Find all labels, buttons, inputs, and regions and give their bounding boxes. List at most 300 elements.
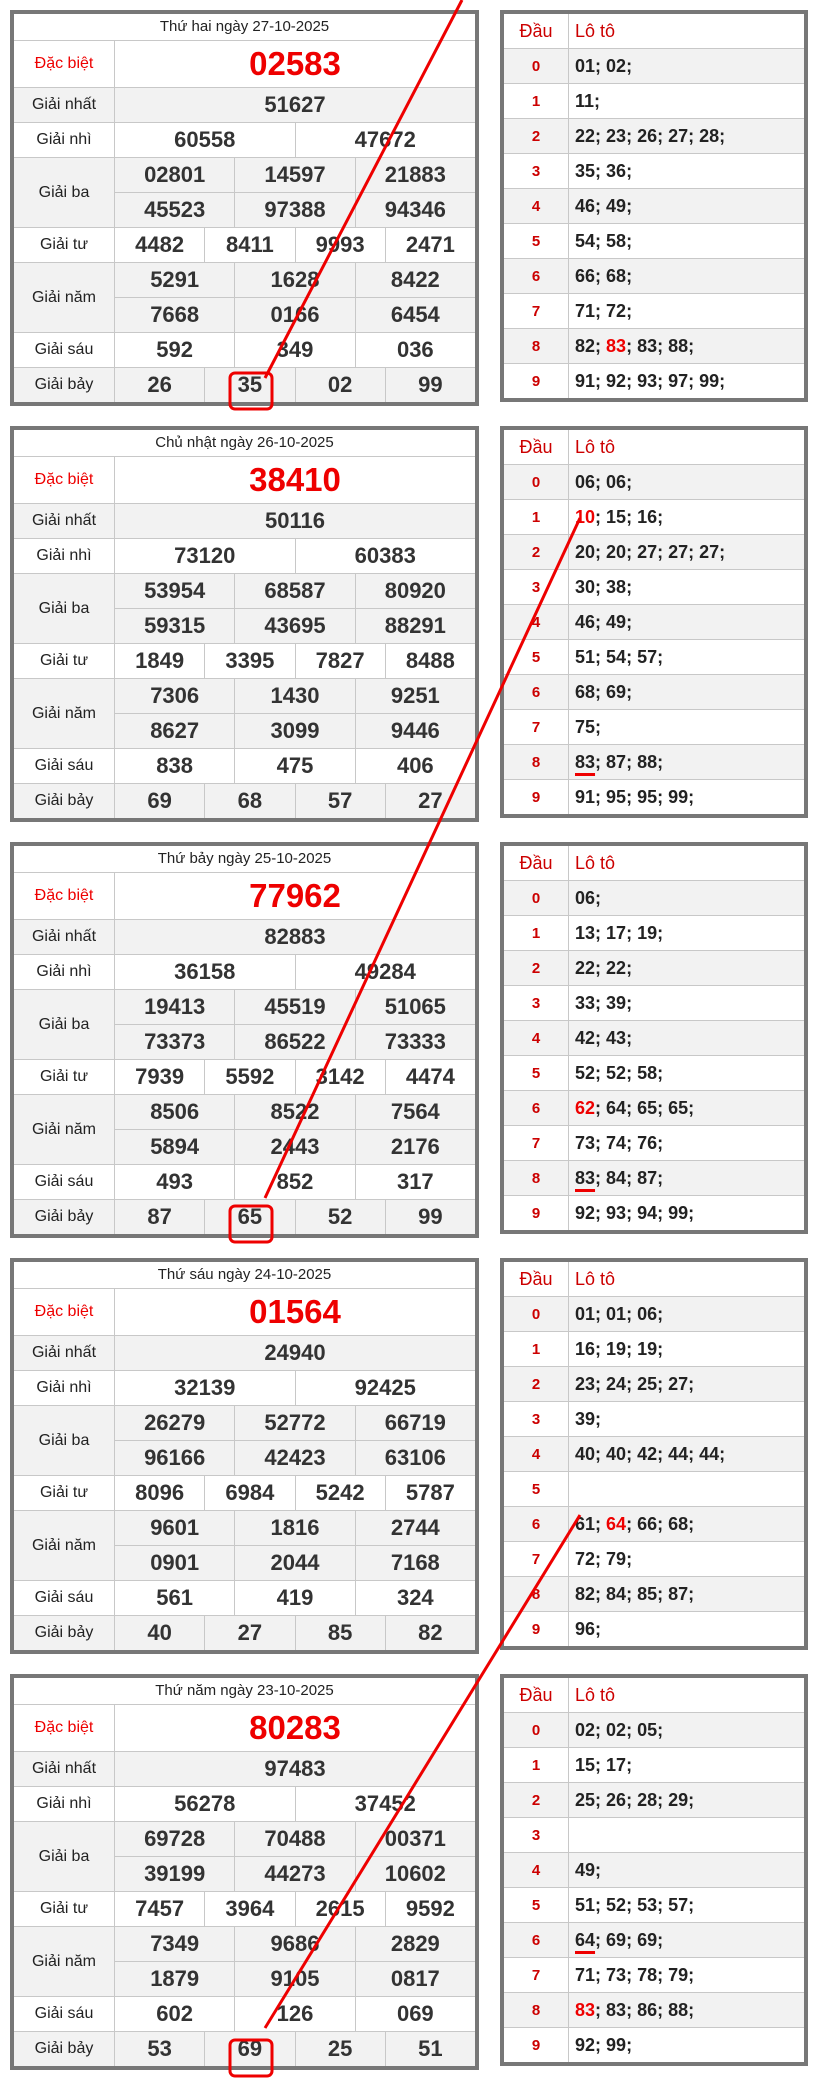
separator: ; (595, 1338, 607, 1359)
loto-row (504, 1091, 804, 1126)
prize-label: Giải ba (14, 1822, 115, 1891)
loto-number: 27 (668, 541, 689, 562)
loto-row (504, 364, 804, 398)
prize-number: 3395 (204, 644, 294, 678)
loto-number: 49 (606, 611, 627, 632)
loto-numbers (569, 1126, 804, 1160)
loto-number: 72 (575, 1548, 596, 1569)
prize-number: 126 (234, 1997, 354, 2031)
loto-number: 69 (606, 681, 627, 702)
loto-number: 84 (606, 1583, 627, 1604)
loto-numbers (569, 986, 804, 1020)
prize-number: 8522 (234, 1095, 354, 1129)
loto-numbers (569, 1958, 804, 1992)
prize-number: 49284 (295, 955, 476, 989)
separator: ; (626, 1999, 638, 2020)
separator: ; (657, 1097, 669, 1118)
separator: ; (595, 1132, 607, 1153)
loto-number: 26 (637, 125, 658, 146)
separator: ; (688, 1999, 695, 2020)
separator: ; (626, 230, 633, 251)
loto-number: 66 (575, 265, 596, 286)
separator: ; (595, 160, 607, 181)
separator: ; (626, 335, 638, 356)
separator: ; (688, 1789, 695, 1810)
loto-row (504, 1056, 804, 1091)
loto-numbers (569, 329, 804, 363)
dau-digit: 7 (504, 1542, 569, 1576)
prize-number: 27 (385, 784, 475, 818)
loto-number: 58 (637, 1062, 658, 1083)
prize-number: 475 (234, 749, 354, 783)
prize-row-third (14, 574, 475, 644)
loto-row (504, 154, 804, 189)
loto-numbers (569, 1542, 804, 1576)
prize-number: 9601 (150, 1515, 200, 1540)
dau-digit: 5 (504, 640, 569, 674)
prize-number: 51 (385, 2032, 475, 2066)
loto-number: 71 (575, 300, 596, 321)
prize-number: 324 (355, 1581, 475, 1615)
loto-number: 01 (575, 1303, 596, 1324)
prize-label: Giải năm (14, 263, 115, 332)
dau-digit: 3 (504, 1818, 569, 1852)
separator: ; (595, 1443, 607, 1464)
prize-number: 5242 (295, 1476, 385, 1510)
loto-numbers (569, 1577, 804, 1611)
dau-digit: 7 (504, 294, 569, 328)
prize-number: 349 (234, 333, 354, 367)
loto-number: 83 (606, 335, 627, 356)
separator: ; (595, 1303, 607, 1324)
separator: ; (688, 1443, 700, 1464)
loto-numbers (569, 224, 804, 258)
separator: ; (688, 1373, 695, 1394)
prize-label: Giải bảy (14, 784, 115, 818)
prize-number: 80920 (355, 574, 475, 608)
separator: ; (657, 1373, 669, 1394)
separator: ; (595, 1929, 607, 1950)
loto-number: 30 (575, 576, 596, 597)
loto-number: 06 (637, 1303, 658, 1324)
loto-number: 52 (606, 1894, 627, 1915)
prize-label: Giải tư (14, 644, 115, 678)
loto-number: 23 (606, 125, 627, 146)
loto-number: 43 (606, 1027, 627, 1048)
loto-number: 99 (668, 786, 689, 807)
prize-number: 8488 (385, 644, 475, 678)
loto-numbers (569, 119, 804, 153)
prize-number: 9446 (355, 714, 475, 748)
prize-label: Giải ba (14, 990, 115, 1059)
prize-number: 86522 (234, 1025, 354, 1059)
prize-label: Giải năm (14, 679, 115, 748)
loto-number: 78 (637, 1964, 658, 1985)
loto-numbers (569, 1367, 804, 1401)
separator: ; (595, 887, 602, 908)
prize-label: Giải ba (14, 158, 115, 227)
prize-number: 7939 (135, 1064, 185, 1089)
loto-numbers (569, 2028, 804, 2062)
prize-number: 57 (295, 784, 385, 818)
prize-label: Giải nhì (14, 1787, 115, 1821)
loto-table (500, 842, 808, 1234)
separator: ; (626, 957, 633, 978)
separator: ; (595, 646, 607, 667)
loto-number: 02 (606, 1719, 627, 1740)
separator: ; (626, 1062, 638, 1083)
dau-digit: 5 (504, 1472, 569, 1506)
prize-row-second (14, 1371, 475, 1406)
prize-label: Giải sáu (14, 1581, 115, 1615)
separator: ; (595, 576, 607, 597)
prize-label: Giải tư (14, 228, 115, 262)
prize-number: 50116 (265, 508, 325, 533)
loto-number: 19 (606, 1338, 627, 1359)
prize-label: Giải nhất (14, 504, 115, 538)
separator: ; (688, 1894, 695, 1915)
separator: ; (595, 716, 602, 737)
prize-number: 66719 (355, 1406, 475, 1440)
loto-row (504, 675, 804, 710)
prize-number: 97388 (234, 193, 354, 227)
prize-number: 036 (355, 333, 475, 367)
separator: ; (626, 370, 638, 391)
separator: ; (657, 370, 669, 391)
loto-numbers (569, 951, 804, 985)
separator: ; (657, 1999, 669, 2020)
loto-number: 88 (668, 1999, 689, 2020)
prize-number: 35 (204, 368, 294, 402)
separator: ; (688, 1964, 695, 1985)
separator: ; (626, 786, 638, 807)
dau-header: Đầu (504, 1262, 569, 1296)
prize-number: 9993 (295, 228, 385, 262)
prize-label: Giải nhì (14, 1371, 115, 1405)
loto-number: 16 (575, 1338, 596, 1359)
prize-number: 02583 (249, 45, 341, 82)
prize-number: 25 (295, 2032, 385, 2066)
prize-label: Giải nhất (14, 1336, 115, 1370)
loto-row (504, 1507, 804, 1542)
dau-header: Đầu (504, 430, 569, 464)
loto-number: 82 (575, 1583, 596, 1604)
dau-digit: 2 (504, 1367, 569, 1401)
dau-digit: 4 (504, 1021, 569, 1055)
loto-number: 85 (637, 1583, 658, 1604)
dau-digit: 7 (504, 1958, 569, 1992)
prize-label: Giải tư (14, 1476, 115, 1510)
separator: ; (595, 1548, 607, 1569)
separator: ; (626, 1789, 638, 1810)
loto-number: 99 (699, 370, 720, 391)
loto-number: 02 (606, 55, 627, 76)
separator: ; (626, 1548, 633, 1569)
dau-digit: 4 (504, 1437, 569, 1471)
draw-date-title: Thứ bảy ngày 25-10-2025 (14, 846, 475, 873)
separator: ; (595, 1062, 607, 1083)
loto-number: 88 (668, 335, 689, 356)
loto-row (504, 2028, 804, 2062)
loto-numbers (569, 916, 804, 950)
dau-digit: 2 (504, 535, 569, 569)
prize-number: 3964 (204, 1892, 294, 1926)
loto-numbers (569, 84, 804, 118)
loto-number: 83 (606, 1999, 627, 2020)
dau-digit: 1 (504, 500, 569, 534)
separator: ; (626, 992, 633, 1013)
dau-digit: 9 (504, 1612, 569, 1646)
separator: ; (626, 541, 638, 562)
separator: ; (595, 1964, 607, 1985)
prize-number: 63106 (355, 1441, 475, 1475)
prize-label: Giải bảy (14, 2032, 115, 2066)
prize-number: 7564 (355, 1095, 475, 1129)
dau-digit: 2 (504, 951, 569, 985)
prize-number: 02801 (144, 162, 206, 187)
loto-numbers (569, 780, 804, 814)
prize-label: Giải nhì (14, 123, 115, 157)
loto-row (504, 916, 804, 951)
separator: ; (626, 576, 633, 597)
separator: ; (657, 1062, 664, 1083)
loto-numbers (569, 745, 804, 779)
loto-number: 83 (575, 1999, 596, 2020)
prize-row-fourth (14, 228, 475, 263)
loto-numbers (569, 881, 804, 915)
prize-row-special (14, 1705, 475, 1752)
prize-label: Giải năm (14, 1927, 115, 1996)
dau-header: Đầu (504, 846, 569, 880)
loto-row (504, 535, 804, 570)
loto-number: 11 (575, 90, 595, 111)
prize-number: 99 (385, 368, 475, 402)
loto-number: 95 (637, 786, 658, 807)
loto-row (504, 1713, 804, 1748)
loto-number: 68 (606, 265, 627, 286)
prize-row-fourth (14, 1892, 475, 1927)
draw-date-title: Thứ hai ngày 27-10-2025 (14, 14, 475, 41)
prize-number: 53954 (144, 578, 206, 603)
separator: ; (626, 1373, 638, 1394)
loto-number: 72 (606, 300, 627, 321)
prize-label: Giải năm (14, 1511, 115, 1580)
separator: ; (594, 90, 601, 111)
separator: ; (688, 541, 700, 562)
separator: ; (688, 1513, 695, 1534)
results-table (10, 1258, 479, 1654)
prize-row-fourth (14, 1476, 475, 1511)
loto-number: 99 (606, 2034, 627, 2055)
separator: ; (626, 300, 633, 321)
separator: ; (657, 1132, 664, 1153)
loto-number: 79 (668, 1964, 689, 1985)
loto-number: 62 (575, 1097, 596, 1118)
loto-numbers (569, 570, 804, 604)
dau-digit: 1 (504, 1748, 569, 1782)
loto-number: 79 (606, 1548, 627, 1569)
prize-number: 8411 (204, 228, 294, 262)
prize-number: 80283 (249, 1709, 341, 1746)
prize-number: 9686 (234, 1927, 354, 1961)
loto-row (504, 1196, 804, 1230)
prize-number: 32139 (174, 1375, 236, 1400)
loto-number: 39 (575, 1408, 596, 1429)
separator: ; (626, 125, 638, 146)
loto-number: 69 (637, 1929, 658, 1950)
separator: ; (626, 1027, 633, 1048)
separator: ; (657, 1789, 669, 1810)
prize-number: 9251 (355, 679, 475, 713)
separator: ; (657, 125, 669, 146)
loto-row (504, 500, 804, 535)
prize-number: 40 (147, 1620, 172, 1645)
separator: ; (657, 1583, 669, 1604)
separator: ; (626, 1964, 638, 1985)
loto-number: 24 (606, 1373, 627, 1394)
prize-number: 44273 (234, 1857, 354, 1891)
loto-row (504, 986, 804, 1021)
loto-number: 58 (606, 230, 627, 251)
loto-row (504, 49, 804, 84)
loto-number: 46 (575, 611, 596, 632)
prize-row-seventh (14, 784, 475, 818)
dau-digit: 0 (504, 465, 569, 499)
dau-digit: 9 (504, 364, 569, 398)
prize-number: 73333 (355, 1025, 475, 1059)
loto-table (500, 10, 808, 402)
prize-row-seventh (14, 1616, 475, 1650)
prize-number: 56278 (174, 1791, 236, 1816)
loto-number: 15 (575, 1754, 596, 1775)
separator: ; (595, 1859, 602, 1880)
separator: ; (595, 957, 607, 978)
separator: ; (595, 1027, 607, 1048)
loto-numbers (569, 1332, 804, 1366)
loto-number: 88 (637, 751, 658, 772)
prize-row-fifth (14, 263, 475, 333)
loto-number: 13 (575, 922, 596, 943)
prize-row-first (14, 1752, 475, 1787)
prize-number: 85 (295, 1616, 385, 1650)
loto-numbers (569, 294, 804, 328)
prize-number: 42423 (234, 1441, 354, 1475)
dau-digit: 3 (504, 570, 569, 604)
prize-number: 92425 (295, 1371, 476, 1405)
loto-number: 15 (606, 506, 627, 527)
prize-row-second (14, 955, 475, 990)
dau-header: Đầu (504, 1678, 569, 1712)
prize-row-special (14, 457, 475, 504)
dau-digit: 4 (504, 605, 569, 639)
dau-digit: 8 (504, 329, 569, 363)
loto-numbers (569, 1783, 804, 1817)
prize-number: 8627 (150, 718, 200, 743)
separator: ; (626, 611, 633, 632)
separator: ; (595, 471, 607, 492)
prize-row-fifth (14, 1927, 475, 1997)
draw-date-title: Thứ năm ngày 23-10-2025 (14, 1678, 475, 1705)
prize-number: 69 (204, 2032, 294, 2066)
separator: ; (626, 1583, 638, 1604)
loto-numbers (569, 1196, 804, 1230)
prize-number: 52772 (234, 1406, 354, 1440)
loto-number: 42 (575, 1027, 596, 1048)
separator: ; (595, 1373, 607, 1394)
prize-label: Đặc biệt (14, 457, 115, 503)
prize-number: 2615 (295, 1892, 385, 1926)
loto-number: 94 (637, 1202, 658, 1223)
loto-number: 83 (637, 335, 658, 356)
prize-number: 51065 (355, 990, 475, 1024)
separator: ; (595, 125, 607, 146)
prize-number: 069 (355, 1997, 475, 2031)
separator: ; (595, 786, 607, 807)
prize-label: Giải ba (14, 574, 115, 643)
loto-header: Lô tô (575, 852, 616, 873)
prize-label: Đặc biệt (14, 873, 115, 919)
loto-numbers (569, 1472, 804, 1506)
loto-row (504, 570, 804, 605)
dau-digit: 3 (504, 1402, 569, 1436)
separator: ; (657, 541, 669, 562)
prize-number: 73373 (144, 1029, 206, 1054)
loto-number: 40 (575, 1443, 596, 1464)
loto-number: 49 (575, 1859, 596, 1880)
prize-number: 7306 (150, 683, 200, 708)
separator: ; (626, 1929, 638, 1950)
separator: ; (595, 1789, 607, 1810)
loto-number: 27 (668, 1373, 689, 1394)
prize-row-special (14, 1289, 475, 1336)
loto-number: 06 (575, 887, 596, 908)
dau-digit: 6 (504, 1091, 569, 1125)
prize-row-fourth (14, 644, 475, 679)
separator: ; (688, 335, 695, 356)
prize-label: Giải sáu (14, 1165, 115, 1199)
loto-numbers (569, 1402, 804, 1436)
loto-number: 87 (668, 1583, 689, 1604)
loto-header: Lô tô (575, 1268, 616, 1289)
prize-number: 00371 (355, 1822, 475, 1856)
prize-number: 602 (156, 2001, 194, 2026)
loto-number: 10 (575, 506, 596, 527)
prize-number: 4482 (135, 232, 185, 257)
loto-number: 86 (637, 1999, 658, 2020)
loto-numbers (569, 1297, 804, 1331)
prize-number: 406 (355, 749, 475, 783)
separator: ; (626, 195, 633, 216)
prize-number: 7349 (150, 1931, 200, 1956)
loto-number: 64 (606, 1513, 627, 1534)
loto-numbers (569, 1818, 804, 1852)
loto-number: 99 (668, 1202, 689, 1223)
loto-number: 92 (606, 370, 627, 391)
loto-number: 16 (637, 506, 658, 527)
separator: ; (719, 541, 726, 562)
separator: ; (595, 195, 607, 216)
loto-header-row (504, 430, 804, 465)
loto-number: 44 (668, 1443, 689, 1464)
loto-number: 29 (668, 1789, 689, 1810)
loto-numbers (569, 1612, 804, 1646)
prize-number: 592 (156, 337, 194, 362)
prize-number: 65 (204, 1200, 294, 1234)
prize-number: 4474 (385, 1060, 475, 1094)
separator: ; (719, 1443, 726, 1464)
separator: ; (657, 786, 669, 807)
loto-number: 20 (575, 541, 596, 562)
